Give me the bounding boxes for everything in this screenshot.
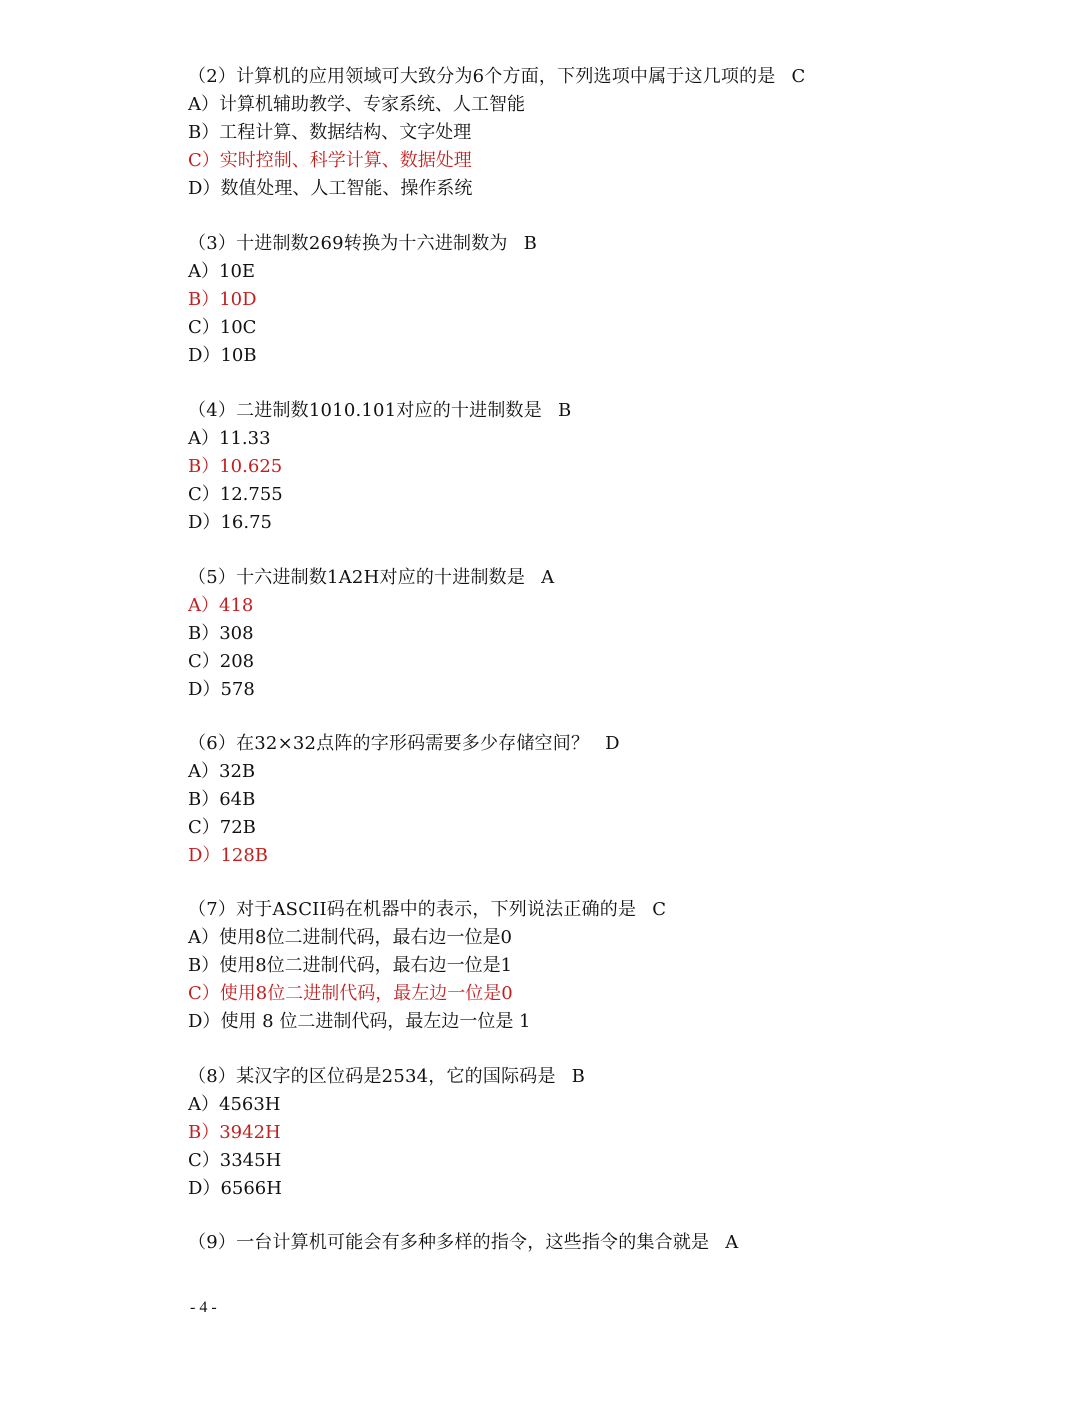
option-text: 数值处理、人工智能、操作系统 [220,178,473,199]
option-text: 418 [219,595,254,616]
option-a [188,924,988,952]
option-label: C） [188,150,220,171]
option-c [188,648,988,676]
question-stem [188,1229,988,1257]
option-label: C） [188,484,220,505]
option-label: B） [188,955,220,976]
option-label: D） [188,1178,221,1199]
option-label: B） [188,289,220,310]
option-c [188,314,988,342]
option-text: 使用8位二进制代码，最右边一位是1 [219,955,513,976]
option-b [188,620,988,648]
question-text: 十六进制数1A2H对应的十进制数是 [236,567,526,588]
option-text: 72B [219,817,256,838]
option-text: 工程计算、数据结构、文字处理 [219,122,472,143]
option-text: 实时控制、科学计算、数据处理 [219,150,472,171]
option-text: 使用8位二进制代码，最右边一位是0 [219,927,512,948]
question-number: （4） [188,400,237,421]
option-c [188,814,988,842]
option-label: C） [188,1150,220,1171]
option-c [188,481,988,509]
page-number: - 4 - [190,1299,217,1316]
option-text: 308 [219,623,254,644]
option-d [188,342,988,370]
option-text: 128B [220,845,269,866]
option-label: C） [188,817,220,838]
question-stem [188,397,988,425]
question-stem [188,564,988,592]
question-9 [188,1229,988,1257]
question-stem [188,230,988,258]
question-answer: B [557,400,572,421]
question-stem [188,63,988,91]
option-text: 10.625 [219,456,283,477]
option-text: 12.755 [219,484,283,505]
option-text: 3345H [219,1150,282,1171]
option-text: 32B [219,761,256,782]
question-6 [188,730,988,870]
option-d [188,509,988,537]
question-text: 一台计算机可能会有多种多样的指令，这些指令的集合就是 [236,1232,710,1253]
question-2 [188,63,988,203]
option-b [188,952,988,980]
question-number: （5） [188,567,237,588]
option-text: 208 [219,651,255,672]
option-label: B） [188,456,220,477]
option-c [188,147,988,175]
option-label: D） [188,845,221,866]
option-label: A） [188,595,219,616]
question-text: 二进制数1010.101对应的十进制数是 [236,400,542,421]
option-label: B） [188,122,220,143]
option-text: 578 [220,679,255,700]
question-number: （6） [188,733,237,754]
option-a [188,91,988,119]
option-text: 3942H [219,1122,281,1143]
question-stem [188,730,988,758]
option-label: A） [188,428,219,449]
option-d [188,175,988,203]
option-b [188,453,988,481]
question-number: （9） [188,1232,237,1253]
question-number: （7） [188,899,237,920]
option-label: B） [188,623,220,644]
option-text: 10B [220,345,257,366]
question-text: 在32×32点阵的字形码需要多少存储空间？ [236,733,590,754]
question-stem [188,1063,988,1091]
option-a [188,592,988,620]
question-5 [188,564,988,704]
option-b [188,119,988,147]
option-a [188,425,988,453]
option-b [188,786,988,814]
question-answer: C [652,899,667,920]
option-text: 使用8位二进制代码，最左边一位是0 [219,983,513,1004]
question-8 [188,1063,988,1203]
option-text: 11.33 [219,428,271,449]
option-d [188,1008,988,1036]
option-label: A） [188,927,219,948]
option-d [188,1175,988,1203]
option-a [188,258,988,286]
option-label: C） [188,651,220,672]
option-label: D） [188,345,221,366]
option-c [188,980,988,1008]
option-label: D） [188,512,221,533]
option-label: D） [188,679,221,700]
question-answer: D [605,733,620,754]
question-number: （3） [188,233,237,254]
question-answer: B [571,1066,586,1087]
question-number: （2） [188,66,237,87]
option-text: 10E [219,261,256,282]
option-text: 计算机辅助教学、专家系统、人工智能 [219,94,525,115]
question-text: 某汉字的区位码是2534，它的国际码是 [236,1066,556,1087]
option-label: B） [188,789,220,810]
option-a [188,758,988,786]
question-number: （8） [188,1066,237,1087]
question-text: 计算机的应用领域可大致分为6个方面，下列选项中属于这几项的是 [236,66,776,87]
option-text: 使用 8 位二进制代码，最左边一位是 1 [220,1011,531,1032]
question-answer: C [791,66,806,87]
option-text: 6566H [220,1178,282,1199]
option-label: C） [188,317,220,338]
question-3 [188,230,988,370]
question-answer: A [725,1232,739,1253]
question-4 [188,397,988,537]
question-text: 十进制数269转换为十六进制数为 [236,233,508,254]
question-stem [188,896,988,924]
option-label: A） [188,761,219,782]
option-a [188,1091,988,1119]
question-answer: B [523,233,538,254]
option-label: A） [188,94,219,115]
option-text: 4563H [219,1094,281,1115]
question-answer: A [541,567,555,588]
option-text: 16.75 [220,512,272,533]
question-text: 对于ASCII码在机器中的表示，下列说法正确的是 [236,899,637,920]
option-text: 64B [219,789,256,810]
question-7 [188,896,988,1036]
option-d [188,842,988,870]
option-label: D） [188,178,221,199]
option-label: B） [188,1122,220,1143]
option-label: A） [188,1094,219,1115]
option-b [188,286,988,314]
option-label: C） [188,983,220,1004]
option-text: 10D [219,289,257,310]
option-d [188,676,988,704]
option-label: D） [188,1011,221,1032]
option-b [188,1119,988,1147]
option-c [188,1147,988,1175]
option-label: A） [188,261,219,282]
option-text: 10C [219,317,257,338]
